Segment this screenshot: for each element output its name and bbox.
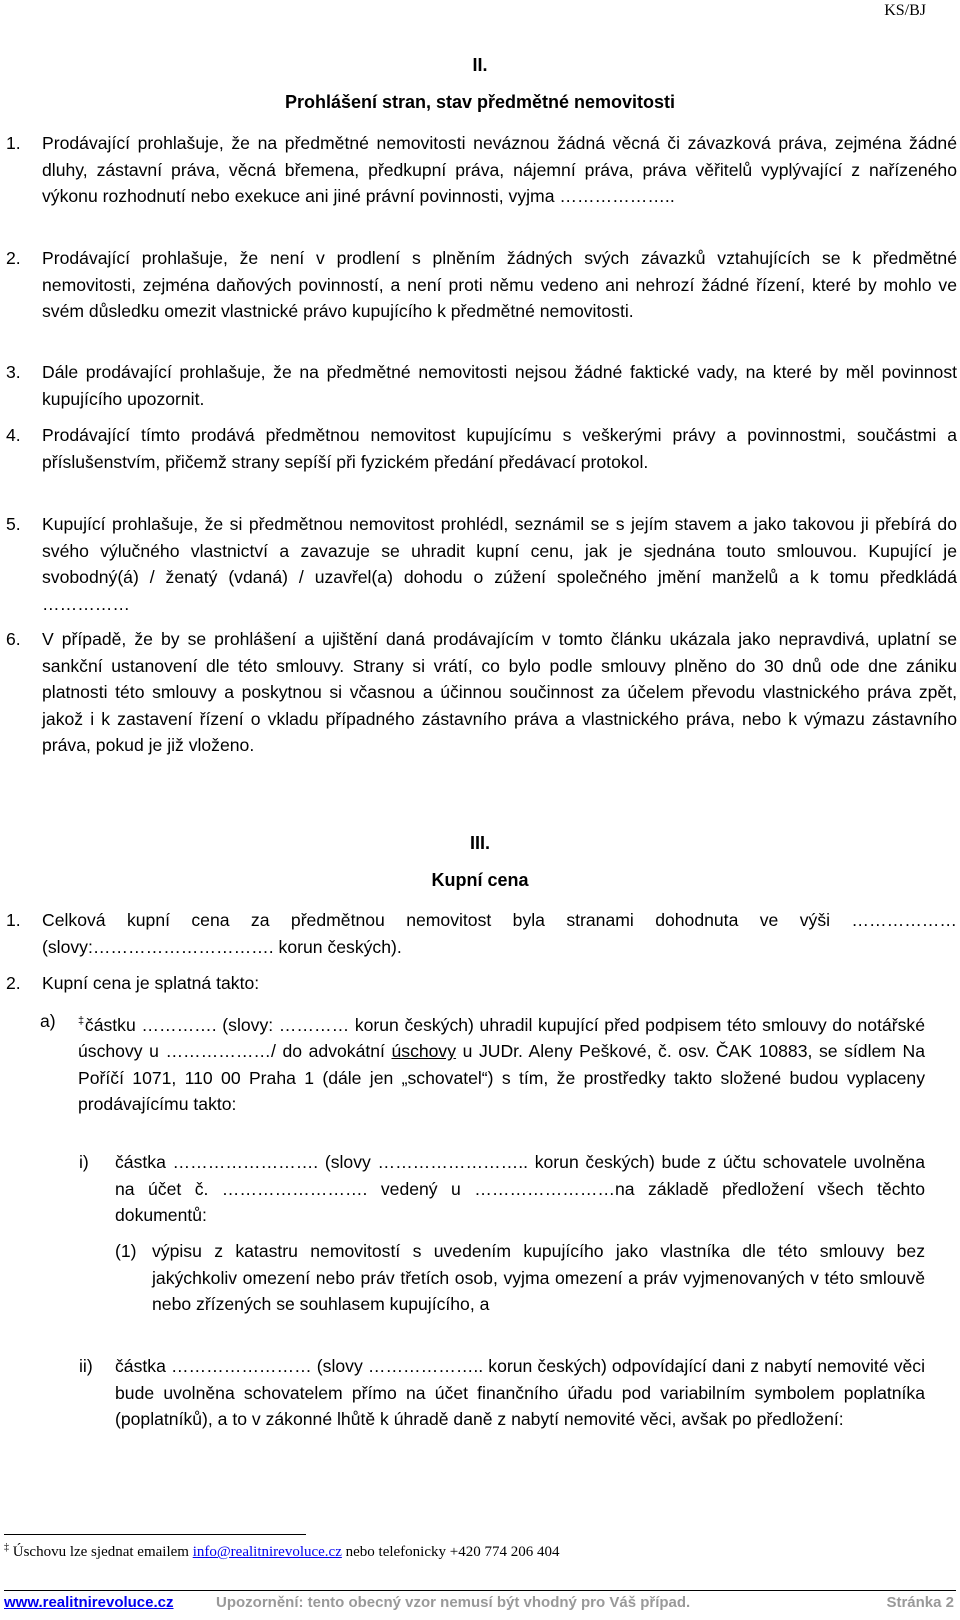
clause-text: V případě, že by se prohlášení a ujištění daná prodávajícím v tomto článku ukázala jako nepravdivá, uplatní se sankční ustanovení dle této smlouvy. Strany si vrátí, co bylo podle smlouvy plněno do 30 dnů ode dne zániku platnosti této smlouvy a poskytnou si včasnou a účinnou součinnost za účelem převodu vlastnického práva zpět, jakož i k zastavení řízení o vkladu případného zástavního práva a vlastnického práva, nebo k výmazu zástavního práva, pokud je již vloženo. xyxy=(42,629,957,755)
payment-item-ii xyxy=(79,1353,925,1433)
clause-text: Prodávající tímto prodává předmětnou nemovitost kupujícímu s veškerými právy a povinnostmi, součástmi a příslušenstvím, přičemž strany sepíší při fyzickém předání předávací protokol. xyxy=(42,425,957,472)
footnote-text-after: nebo telefonicky +420 774 206 404 xyxy=(341,1544,560,1560)
option-text-underlined: úschovy xyxy=(391,1041,457,1062)
clause-2-4 xyxy=(6,422,957,475)
footer-separator xyxy=(4,1590,956,1591)
document-code: KS/BJ xyxy=(884,2,926,19)
clause-3-1 xyxy=(6,907,957,960)
footnote xyxy=(4,1542,559,1561)
clause-number: 3. xyxy=(6,362,21,382)
section-number-2: II. xyxy=(472,55,488,75)
item-text: částka …………………… (slovy ……………….. korun českých) odpovídající dani z nabytí nemovité věci bude uvolněna schovatelem přímo na účet finančního úřadu pod variabilním symbolem poplatníka (poplatníků), a to v zákonné lhůtě k úhradě daně z nabytí nemovité věci, avšak po předložení: xyxy=(115,1356,925,1429)
footer-website-link[interactable]: www.realitnirevoluce.cz xyxy=(4,1594,174,1611)
footnote-marker: ‡ xyxy=(4,1542,9,1553)
option-label: a) xyxy=(40,1011,56,1031)
clause-text: Dále prodávající prohlašuje, že na předmětné nemovitosti nejsou žádné faktické vady, na které by měl povinnost kupujícího upozornit. xyxy=(42,362,957,409)
footnote-marker: ‡ xyxy=(78,1015,85,1027)
page-footer xyxy=(4,1594,956,1616)
item-label: i) xyxy=(79,1152,89,1172)
item-label: ii) xyxy=(79,1356,93,1376)
clause-text: Prodávající prohlašuje, že na předmětné nemovitosti neváznou žádná věcná či závazková práva, zejména žádné dluhy, zástavní práva, věcná břemena, předkupní práva, nájemní práva, práva věřitelů vyplývající z nařízeného výkonu rozhodnutí nebo exekuce ani jiné právní povinnosti, vyjma ……………….. xyxy=(42,133,957,206)
section-title-2: Prohlášení stran, stav předmětné nemovitosti xyxy=(284,92,676,112)
clause-number: 2. xyxy=(6,973,21,993)
document-item-1 xyxy=(115,1238,925,1318)
section-number-3: III. xyxy=(469,833,490,853)
clause-3-2 xyxy=(6,970,957,997)
page-number: Stránka 2 xyxy=(886,1594,954,1611)
option-text-before: částku …………. (slovy: ………… korun českých) uhradil kupující před podpisem této smlouvy do notářské úschovy u ………………/ do advokátní xyxy=(78,1014,925,1062)
clause-2-6 xyxy=(6,626,957,759)
clause-number: 6. xyxy=(6,629,21,649)
item-label: (1) xyxy=(115,1241,137,1261)
clause-number: 1. xyxy=(6,910,21,930)
clause-2-5 xyxy=(6,511,957,617)
footnote-separator xyxy=(4,1534,306,1535)
clause-text: Prodávající prohlašuje, že není v prodlení s plněním žádných svých závazků vztahujících se k předmětné nemovitosti, zejména daňových povinností, a není proti němu vedeno ani nehrozí žádné řízení, které by mohlo ve svém důsledku omezit vlastnické právo kupujícího k předmětné nemovitosti. xyxy=(42,248,957,321)
clause-text: Celková kupní cena za předmětnou nemovitost byla stranami dohodnuta ve výši ……………… (slovy:…………………………. korun českých). xyxy=(42,910,957,957)
clause-number: 5. xyxy=(6,514,21,534)
payment-item-i xyxy=(79,1149,925,1229)
clause-2-3 xyxy=(6,359,957,412)
item-text: částka ……………………. (slovy …………………….. korun českých) bude z účtu schovatele uvolněna na účet č. ……………………. vedený u ……………………na základě předložení všech těchto dokumentů: xyxy=(115,1152,925,1225)
clause-number: 1. xyxy=(6,133,21,153)
clause-number: 2. xyxy=(6,248,21,268)
item-text: výpisu z katastru nemovitostí s uvedením kupujícího jako vlastníka dle této smlouvy bez jakýchkoliv omezení nebo práv třetích osob, vyjma omezení a práv vyjmenovaných v této smlouvě nebo zřízených se souhlasem kupujícího, a xyxy=(152,1241,925,1314)
clause-text: Kupující prohlašuje, že si předmětnou nemovitost prohlédl, seznámil se s jejím stavem a jako takovou ji přebírá do svého výlučného vlastnictví a zavazuje se uhradit kupní cenu, jak je sjednána touto smlouvou. Kupující je svobodný(á) / ženatý (vdaná) / uzavřel(a) dohodu o zúžení společného jmění manželů a k tomu předkládá …………… xyxy=(42,514,957,614)
footer-warning: Upozornění: tento obecný vzor nemusí být vhodný pro Váš případ. xyxy=(216,1594,691,1611)
clause-2-1 xyxy=(6,130,957,210)
clause-number: 4. xyxy=(6,425,21,445)
option-text-after: u JUDr. Aleny Peškové, č. osv. ČAK 10883, se sídlem Na Poříčí 1071, 110 00 Praha 1 (dále jen „schovatel“) s tím, že prostředky takto složené budou vyplaceny prodávajícímu takto: xyxy=(78,1041,925,1115)
clause-text: Kupní cena je splatná takto: xyxy=(42,973,260,993)
payment-option-a xyxy=(40,1008,925,1118)
footnote-text-before: Úschovu lze sjednat emailem xyxy=(9,1544,193,1560)
clause-2-2 xyxy=(6,245,957,325)
footnote-email-link[interactable]: info@realitnirevoluce.cz xyxy=(192,1544,342,1560)
section-title-3: Kupní cena xyxy=(431,870,529,890)
